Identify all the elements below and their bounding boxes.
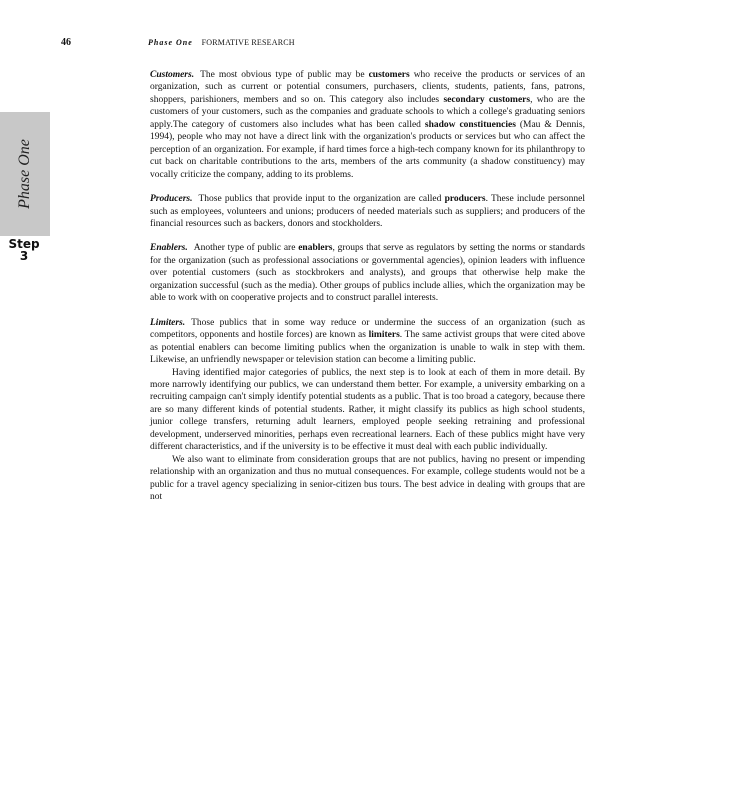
body-text <box>150 69 585 504</box>
identify-publics-paragraph: Having identified major categories of publics, the next step is to look at each of them in more detail. By more narrowly identifying our publics, we can understand them better. For example, a university embarking on a recruiting campaign can't simply identify potential students as a public. That is too broad a category, because there are so many different kinds of potential students. Rather, it might classify its publics as high school students, junior college transfers, returning adult learners, employed people seeking retraining and professional development, underserved minorities, perhaps even recreational learners. Each of these publics might have very different characteristics, and if the university is to be effective it must deal with each public individually. <box>150 367 585 453</box>
producers-text-2: . These include personnel such as employees, volunteers and unions; producers of needed materials such as suppliers; and producers of the financial resources such as backers, donors and stockholders. <box>150 194 585 229</box>
customers-term: customers <box>368 70 410 80</box>
enablers-text-1: Another type of public are <box>193 243 299 254</box>
enablers-paragraph <box>150 242 585 304</box>
limiters-text-2: . The same activist groups that were cited above as potential enablers can become limiting publics when the organization is unable to walk in step with them. Likewise, an unfriendly newspaper or television station can become a limiting public. <box>150 330 585 366</box>
phase-side-tab <box>0 112 50 236</box>
enablers-text-2: , groups that serve as regulators by setting the norms or standards for the organization (such as professional associations or governmental agencies), opinion leaders with influence over potential customers (such as stockbrokers and analysts), and groups that otherwise help make the organization successful (such as the media). Other groups of publics include allies, which the organization may be able to work with on cooperative projects and to construct parallel interests. <box>150 243 586 304</box>
running-head <box>148 38 295 47</box>
producers-paragraph <box>150 193 585 230</box>
step-label <box>6 238 42 262</box>
shadow-constituencies-term: shadow constituencies <box>424 119 516 130</box>
limiters-paragraph <box>150 317 585 367</box>
step-number: 3 <box>19 249 29 263</box>
producers-term: producers <box>444 194 486 205</box>
secondary-customers-term: secondary customers <box>443 94 531 105</box>
customers-paragraph <box>150 69 585 181</box>
eliminate-nonpublics-paragraph: We also want to eliminate from consideration groups that are not publics, having no present or impending relationship with an organization and thus no mutual consequences. For example, college students would not be a public for a travel agency specializing in senior-citizen bus tours. The best advice in dealing with groups that are not <box>150 454 585 503</box>
customers-text-4: (Mau & Dennis, 1994), people who may not have a direct link with the organization's products or services but who can affect the perception of an organization. For example, if hard times force a high-tech company known for its philanthropy to cut back on charitable contributions to the arts, members of the arts community (a shadow constituency) may vocally criticize the company, adding to its problems. <box>150 119 585 180</box>
limiters-text-1: Those publics that in some way reduce or undermine the success of an organization (such as competitors, opponents and hostile forces) are known as <box>150 317 585 341</box>
enablers-heading: Enablers. <box>150 243 188 254</box>
step-word: Step <box>8 237 40 251</box>
enablers-term: enablers <box>298 243 333 254</box>
limiters-heading: Limiters. <box>150 317 186 328</box>
running-head-phase: Phase One <box>148 38 193 47</box>
customers-heading: Customers. <box>150 70 195 80</box>
page-number: 46 <box>61 37 71 48</box>
phase-tab-label: Phase One <box>16 139 33 209</box>
customers-text-1: The most obvious type of public may be <box>200 70 369 80</box>
customers-text-2: who receive the products or services of an organization, such as current or potential consumers, purchasers, clients, students, patients, fans, patrons, shoppers, parishioners, members and so on. This category also includes <box>150 70 586 105</box>
customers-text-3: , who are the customers of your customers, such as the companies and graduate schools to which a college's graduating seniors apply.The category of customers also includes what has been called <box>150 94 585 130</box>
running-head-section: FORMATIVE RESEARCH <box>201 38 295 47</box>
producers-text-1: Those publics that provide input to the organization are called <box>198 194 445 205</box>
limiters-term: limiters <box>368 330 400 341</box>
producers-heading: Producers. <box>150 194 193 205</box>
